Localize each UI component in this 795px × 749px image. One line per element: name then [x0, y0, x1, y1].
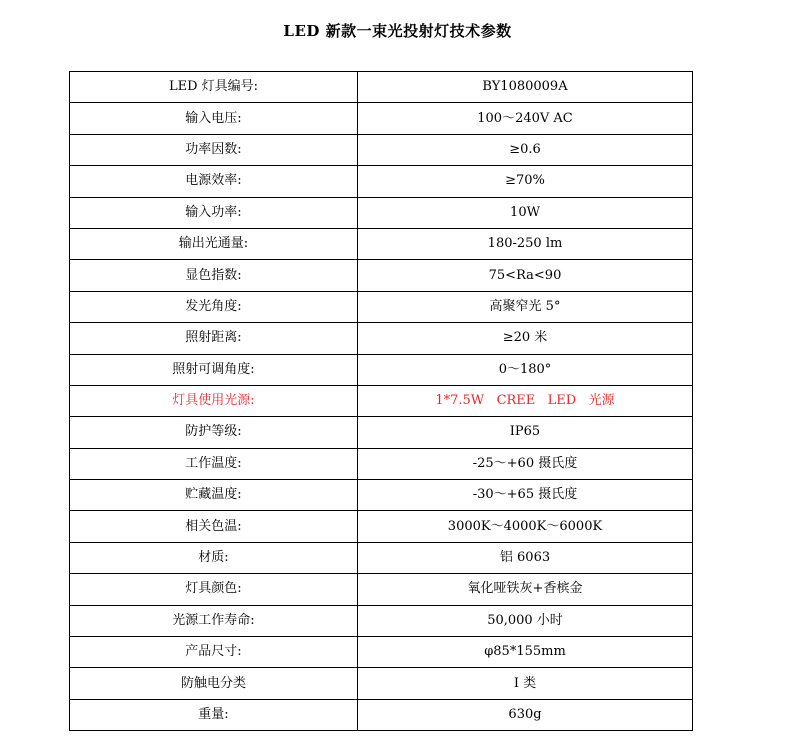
spec-row-input-power — [70, 197, 693, 228]
spec-value: 铝 6063 — [358, 542, 693, 573]
spec-label: 照射距离: — [70, 323, 358, 354]
spec-row-light-source — [70, 385, 693, 416]
spec-row-luminous-flux — [70, 228, 693, 259]
spec-value: -30～+65 摄氏度 — [358, 480, 693, 511]
spec-value: 75<Ra<90 — [358, 260, 693, 291]
spec-label: 功率因数: — [70, 134, 358, 165]
spec-row-throw-distance — [70, 323, 693, 354]
spec-value: 高聚窄光 5° — [358, 291, 693, 322]
spec-table-body — [70, 72, 693, 731]
spec-label: 输入电压: — [70, 103, 358, 134]
spec-row-beam-angle — [70, 291, 693, 322]
spec-value: 100～240V AC — [358, 103, 693, 134]
spec-label: 材质: — [70, 542, 358, 573]
spec-value: ≥20 米 — [358, 323, 693, 354]
spec-value: φ85*155mm — [358, 637, 693, 668]
spec-row-lifespan — [70, 605, 693, 636]
spec-value: 3000K～4000K～6000K — [358, 511, 693, 542]
spec-row-ip-rating — [70, 417, 693, 448]
spec-value: 1*7.5W CREE LED 光源 — [358, 385, 693, 416]
spec-row-model-number — [70, 72, 693, 103]
spec-value: IP65 — [358, 417, 693, 448]
spec-row-storage-temp — [70, 480, 693, 511]
spec-label: 防触电分类 — [70, 668, 358, 699]
spec-label: LED 灯具编号: — [70, 72, 358, 103]
spec-label: 重量: — [70, 699, 358, 730]
document-title: LED 新款一束光投射灯技术参数 — [283, 22, 512, 40]
spec-label: 工作温度: — [70, 448, 358, 479]
spec-row-dimensions — [70, 637, 693, 668]
spec-value: -25～+60 摄氏度 — [358, 448, 693, 479]
spec-label: 灯具颜色: — [70, 574, 358, 605]
spec-row-adjustable-angle — [70, 354, 693, 385]
spec-value: 10W — [358, 197, 693, 228]
spec-row-power-factor — [70, 134, 693, 165]
spec-value: I 类 — [358, 668, 693, 699]
spec-label: 灯具使用光源: — [70, 385, 358, 416]
spec-table — [69, 71, 693, 731]
spec-label: 发光角度: — [70, 291, 358, 322]
spec-label: 显色指数: — [70, 260, 358, 291]
spec-value: 50,000 小时 — [358, 605, 693, 636]
spec-label: 照射可调角度: — [70, 354, 358, 385]
spec-label: 相关色温: — [70, 511, 358, 542]
spec-value: 180-250 lm — [358, 228, 693, 259]
spec-row-color-temp — [70, 511, 693, 542]
spec-value: ≥0.6 — [358, 134, 693, 165]
spec-label: 贮藏温度: — [70, 480, 358, 511]
spec-value: 0～180° — [358, 354, 693, 385]
spec-row-operating-temp — [70, 448, 693, 479]
spec-value: ≥70% — [358, 166, 693, 197]
spec-row-fixture-color — [70, 574, 693, 605]
spec-row-shock-protection — [70, 668, 693, 699]
spec-value: BY1080009A — [358, 72, 693, 103]
spec-value: 630g — [358, 699, 693, 730]
spec-label: 光源工作寿命: — [70, 605, 358, 636]
spec-row-color-rendering — [70, 260, 693, 291]
spec-label: 电源效率: — [70, 166, 358, 197]
spec-row-input-voltage — [70, 103, 693, 134]
spec-value: 氧化哑铁灰+香槟金 — [358, 574, 693, 605]
spec-row-power-efficiency — [70, 166, 693, 197]
spec-row-weight — [70, 699, 693, 730]
spec-label: 产品尺寸: — [70, 637, 358, 668]
spec-label: 防护等级: — [70, 417, 358, 448]
spec-row-material — [70, 542, 693, 573]
spec-label: 输出光通量: — [70, 228, 358, 259]
spec-label: 输入功率: — [70, 197, 358, 228]
